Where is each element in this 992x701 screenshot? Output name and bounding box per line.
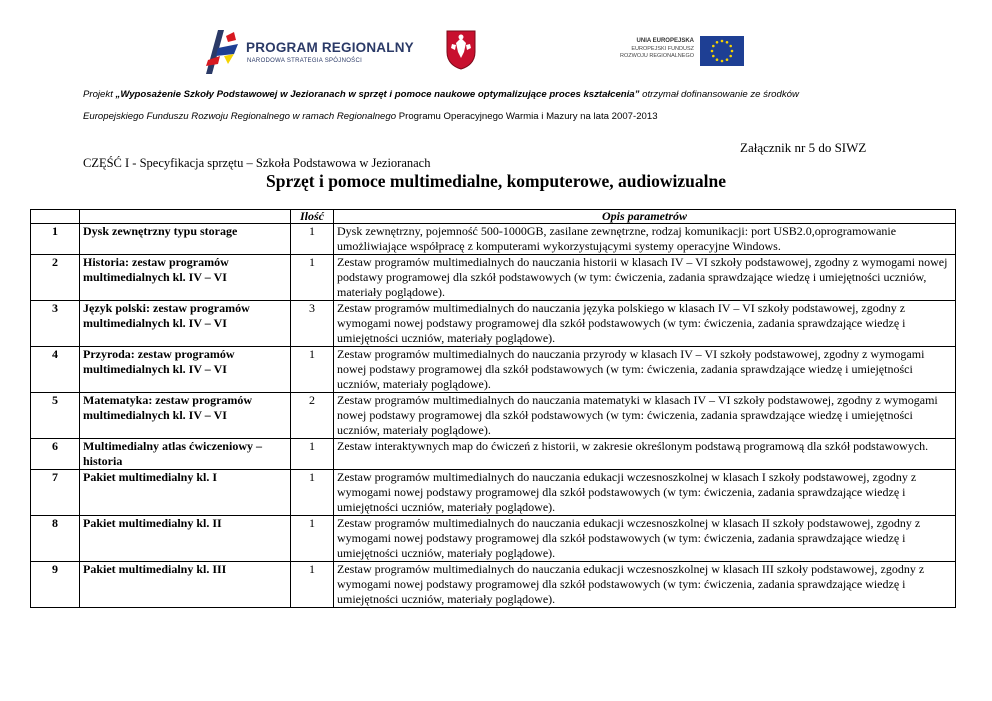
page-title: Sprzęt i pomoce multimedialne, komputerowe, audiowizualne [265,171,726,191]
attachment-label: Załącznik nr 5 do SIWZ [740,140,867,155]
project-name: „Wyposażenie Szkoły Podstawowej w Jezioranach w sprzęt i pomoce naukowe optymalizujące proces kształcenia” [115,89,640,100]
row-name: Multimedialny atlas ćwiczeniowy – historia [80,439,291,470]
table-row [31,470,956,516]
program-regionalny-subtext: NARODOWA STRATEGIA SPÓJNOŚCI [247,58,363,64]
header-desc: Opis parametrów [334,210,956,224]
program-regionalny-emblem-icon [204,30,240,74]
table-row [31,347,956,393]
project-funding-note [83,84,923,128]
table-row [31,516,956,562]
row-quantity: 1 [291,470,334,516]
table-row [31,255,956,301]
row-name: Przyroda: zestaw programów multimedialnych kl. IV – VI [80,347,291,393]
row-quantity: 1 [291,562,334,608]
row-description: Zestaw programów multimedialnych do nauczania matematyki w klasach IV – VI szkoły podstawowej, zgodny z wymogami nowej podstawy programowej dla szkół podstawowych (w tym: ćwiczenia, zadania sprawdzające wiedzę i umiejętności uczniów, materiały poglądowe). [334,393,956,439]
row-number: 8 [31,516,80,562]
intro-suffix: otrzymał dofinansowanie ze środków [642,89,799,100]
row-description: Zestaw programów multimedialnych do nauczania edukacji wczesnoszkolnej w klasach III szkoły podstawowej, zgodny z wymogami nowej podstawy programowej dla szkół podstawowych (w tym: ćwiczenia, zadania sprawdzające wiedzę i umiejętności uczniów, materiały poglądowe). [334,562,956,608]
row-description: Zestaw programów multimedialnych do nauczania historii w klasach IV – VI szkoły podstawowej, zgodny z wymogami nowej podstawy programowej dla szkół podstawowych (w tym: ćwiczenia, zadania sprawdzające wiedzę i umiejętności uczniów, materiały poglądowe). [334,255,956,301]
header-nr [31,210,80,224]
row-name: Dysk zewnętrzny typu storage [80,224,291,255]
row-quantity: 3 [291,301,334,347]
header-logos [0,24,992,80]
intro-prefix: Projekt [83,89,113,100]
row-quantity: 1 [291,255,334,301]
specification-table [30,209,956,608]
eu-logo-line1: UNIA EUROPEJSKA [636,38,694,44]
project-funding-line1 [83,84,923,106]
row-quantity: 1 [291,516,334,562]
row-name: Pakiet multimedialny kl. II [80,516,291,562]
row-number: 5 [31,393,80,439]
section-label: CZĘŚĆ I - Specyfikacja sprzętu – Szkoła Podstawowa w Jezioranach [83,156,431,170]
program-regionalny-logo [204,30,414,74]
eu-logo-text [612,38,694,61]
row-quantity: 2 [291,393,334,439]
row-description: Dysk zewnętrzny, pojemność 500-1000GB, zasilane zewnętrzne, rodzaj komunikacji: port USB2.0,oprogramowanie umożliwiające współpracę z komputerami wykorzystującymi systemy operacyjne Windows. [334,224,956,255]
row-name: Pakiet multimedialny kl. III [80,562,291,608]
row-name: Historia: zestaw programów multimedialnych kl. IV – VI [80,255,291,301]
eu-logo-line2: EUROPEJSKI FUNDUSZ [631,45,694,52]
row-description: Zestaw programów multimedialnych do nauczania języka polskiego w klasach IV – VI szkoły podstawowej, zgodny z wymogami nowej podstawy programowej dla szkół podstawowych (w tym: ćwiczenia, zadania sprawdzające wiedzę i umiejętności uczniów, materiały poglądowe). [334,301,956,347]
program-regionalny-text: PROGRAM REGIONALNY [246,40,414,55]
row-number: 4 [31,347,80,393]
row-name: Matematyka: zestaw programów multimedialnych kl. IV – VI [80,393,291,439]
row-quantity: 1 [291,439,334,470]
row-number: 7 [31,470,80,516]
row-number: 2 [31,255,80,301]
row-name: Język polski: zestaw programów multimedialnych kl. IV – VI [80,301,291,347]
row-quantity: 1 [291,347,334,393]
table-row [31,224,956,255]
row-description: Zestaw programów multimedialnych do nauczania przyrody w klasach IV – VI szkoły podstawowej, zgodny z wymogami nowej podstawy programowej dla szkół podstawowych (w tym: ćwiczenia, zadania sprawdzające wiedzę i umiejętności uczniów, materiały poglądowe). [334,347,956,393]
row-number: 9 [31,562,80,608]
row-description: Zestaw interaktywnych map do ćwiczeń z historii, w zakresie określonym podstawą programową dla szkół podstawowych. [334,439,956,470]
table-row [31,439,956,470]
row-number: 1 [31,224,80,255]
warmia-mazury-crest-icon [446,30,476,70]
row-name: Pakiet multimedialny kl. I [80,470,291,516]
intro-line2b: Programu Operacyjnego Warmia i Mazury na lata 2007-2013 [398,111,658,122]
eu-flag-icon [700,36,744,66]
row-description: Zestaw programów multimedialnych do nauczania edukacji wczesnoszkolnej w klasach II szkoły podstawowej, zgodny z wymogami nowej podstawy programowej dla szkół podstawowych (w tym: ćwiczenia, zadania sprawdzające wiedzę i umiejętności uczniów, materiały poglądowe). [334,516,956,562]
project-funding-line2 [83,106,923,128]
row-number: 3 [31,301,80,347]
table-row [31,393,956,439]
table-row [31,301,956,347]
row-quantity: 1 [291,224,334,255]
eu-logo-line3: ROZWOJU REGIONALNEGO [620,53,694,59]
intro-line2a: Europejskiego Funduszu Rozwoju Regionalnego w ramach Regionalnego [83,111,397,122]
row-description: Zestaw programów multimedialnych do nauczania edukacji wczesnoszkolnej w klasach I szkoły podstawowej, zgodny z wymogami nowej podstawy programowej dla szkół podstawowych (w tym: ćwiczenia, zadania sprawdzające wiedzę i umiejętności uczniów, materiały poglądowe). [334,470,956,516]
eu-logo [612,34,742,70]
header-name [80,210,291,224]
row-number: 6 [31,439,80,470]
table-row [31,562,956,608]
table-header-row [31,210,956,224]
header-qty: Ilość [291,210,334,224]
